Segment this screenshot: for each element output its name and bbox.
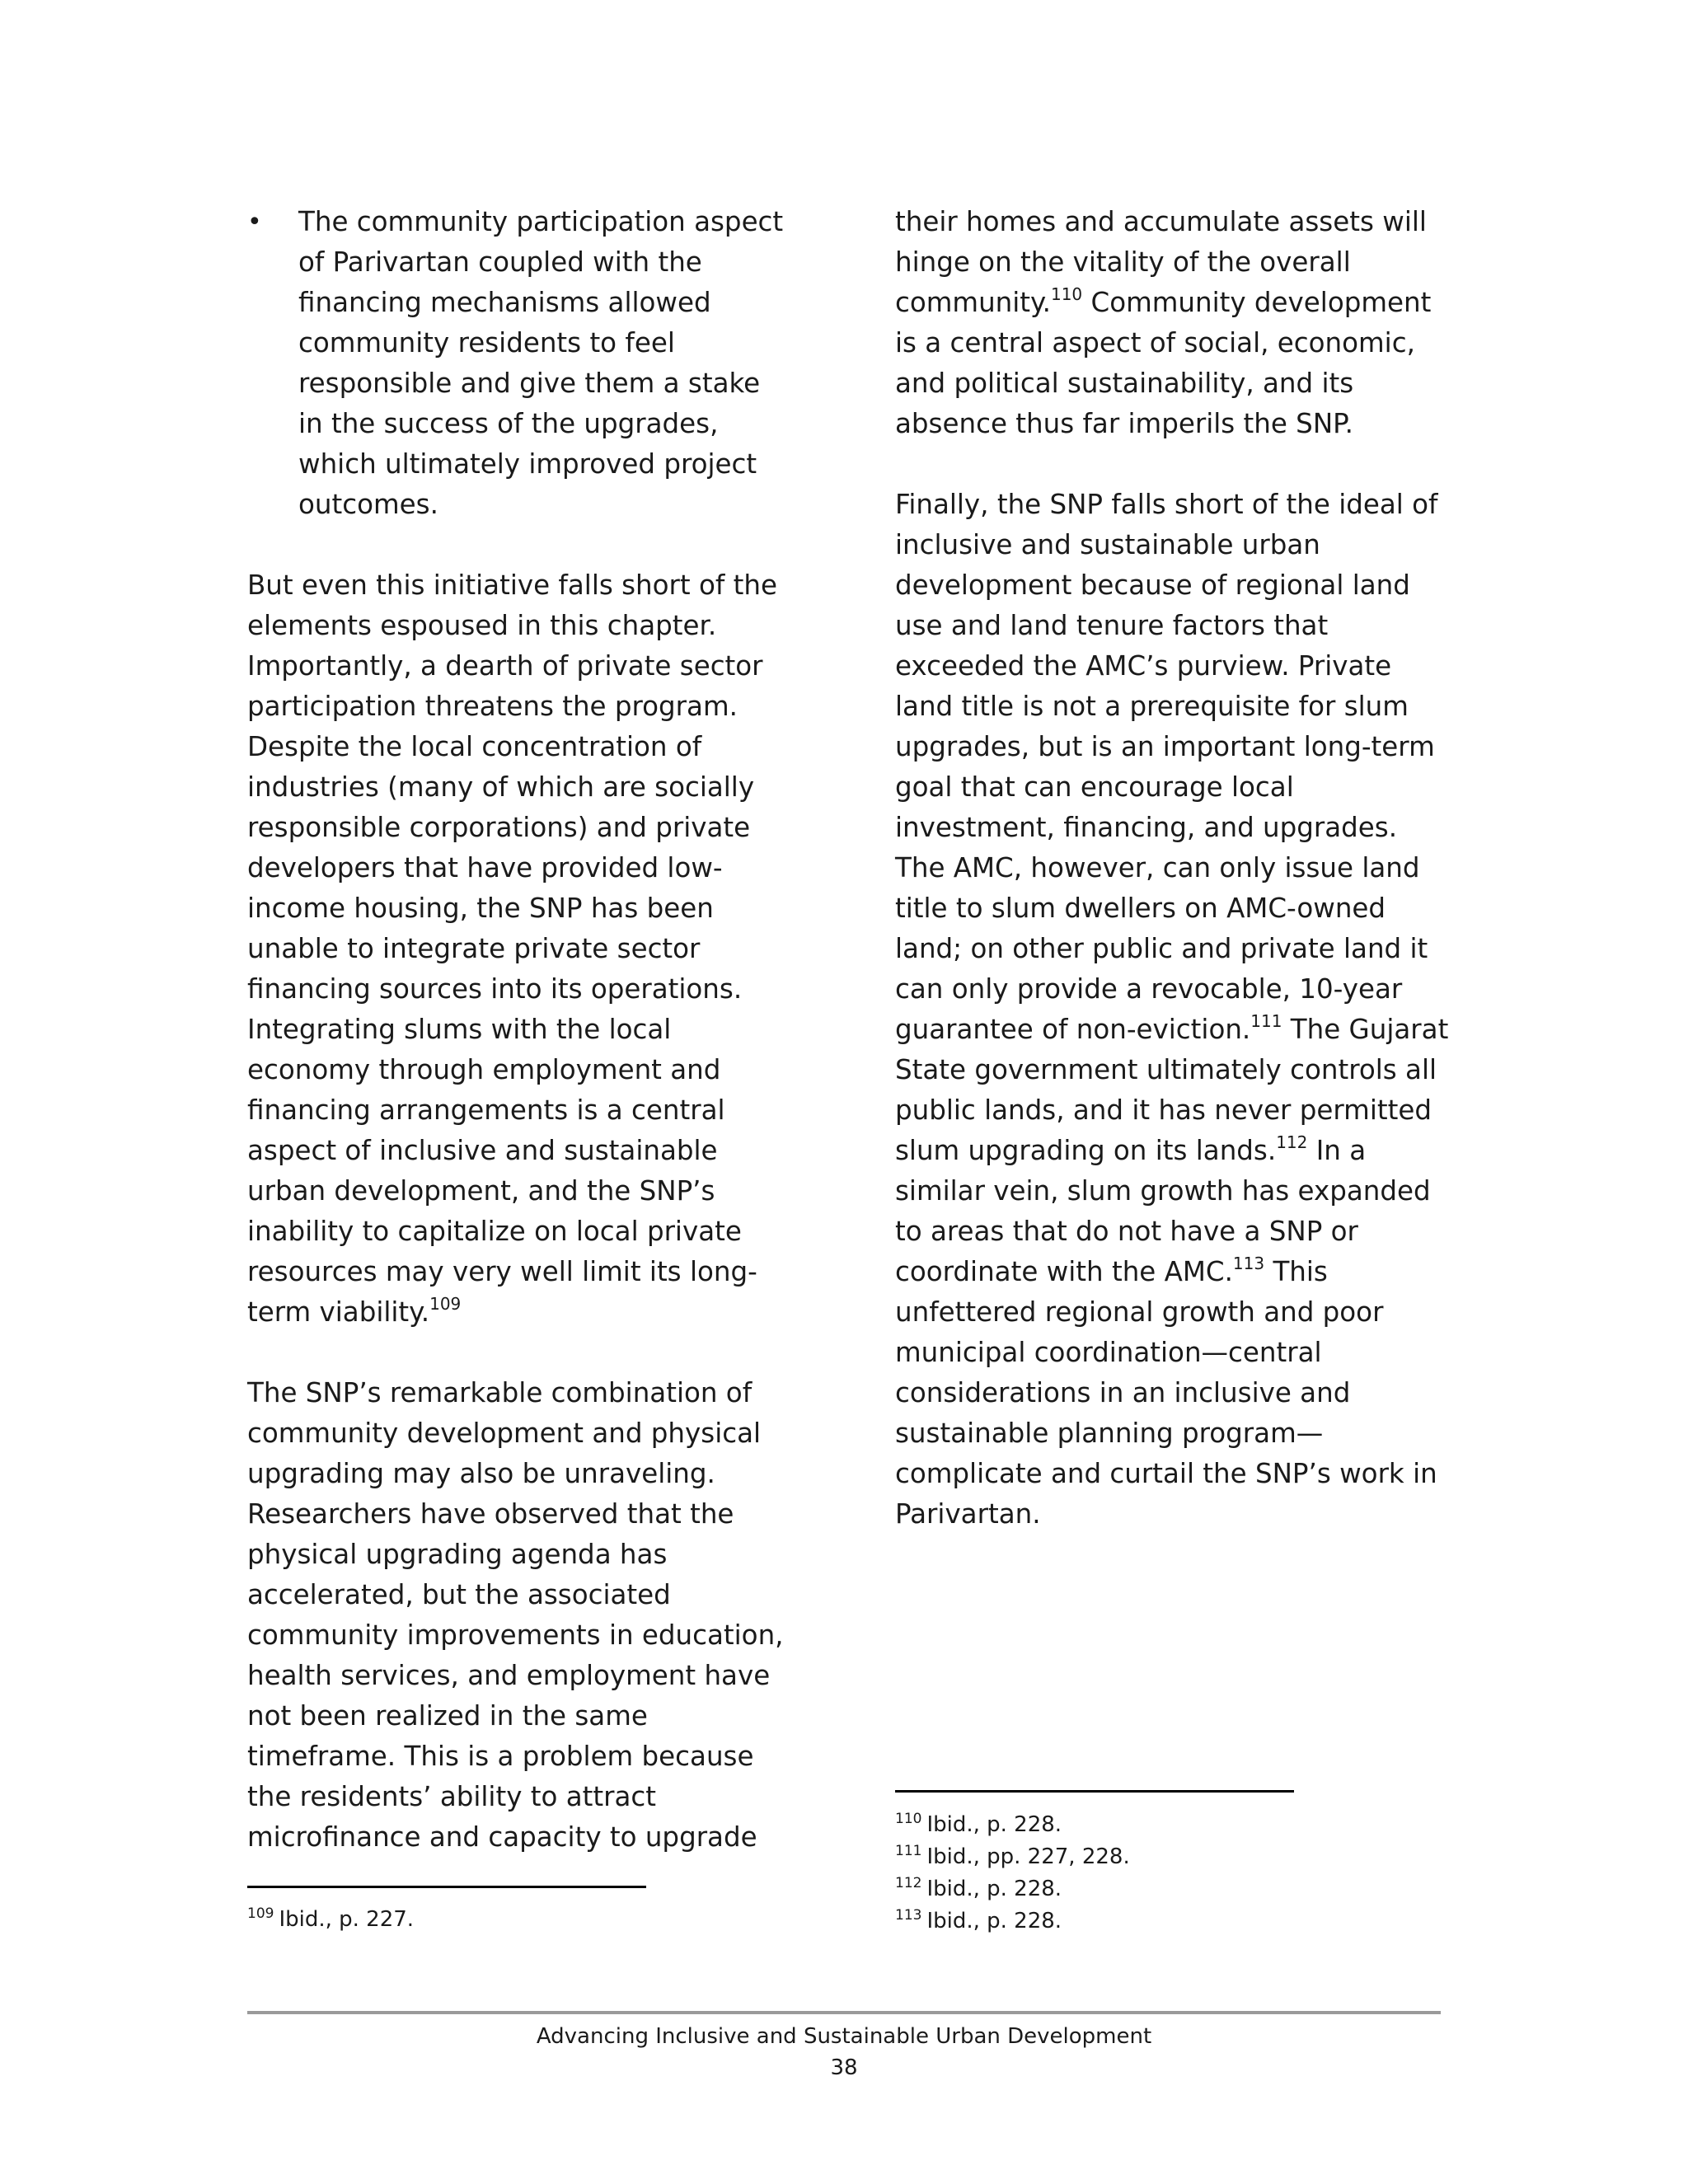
footnote-separator	[247, 1886, 646, 1888]
footnote-reference[interactable]: 110	[1050, 284, 1083, 304]
footnote	[895, 1905, 1130, 1938]
paragraph-text: The SNP’s remarkable combination of community development and physical upgrading may also be unraveling. Researchers have observed that the physical upgrading agenda has accelerated, but the associated community improvements in education, health services, and employment have not been realized in the same timeframe. This is a problem because the residents’ ability to attract microfinance and capacity to upgrade	[247, 1377, 784, 1853]
footnote-number: 109	[247, 1905, 274, 1922]
bullet-icon: •	[247, 208, 262, 237]
footnote-text: Ibid., p. 227.	[279, 1907, 415, 1932]
paragraph-text: Finally, the SNP falls short of the ideal of inclusive and sustainable urban development because of regional land use and land tenure factors that exceeded the AMC’s purview. Private land title is not a prerequisite for slum upgrades, but is an important long-term goal that can encourage local investment, financing, and upgrades. The AMC, however, can only issue land title to slum dwellers on AMC-owned land; on other public and private land it can only provide a revocable, 10-year guarantee of non-eviction.	[895, 489, 1438, 1045]
bullet-list-item	[247, 202, 791, 525]
footnotes-left	[247, 1904, 414, 1936]
left-column	[247, 202, 791, 1898]
footnote	[895, 1841, 1130, 1873]
footnote-number: 110	[895, 1811, 922, 1827]
paragraph-community-development	[247, 1373, 791, 1858]
right-column	[895, 202, 1451, 1575]
bullet-text: The community participation aspect of Parivartan coupled with the financing mechanisms allowed community residents to feel responsible and give them a stake in the success of the upgrades, which ultimately improved project outcomes.	[298, 206, 784, 520]
footnote-text: Ibid., p. 228.	[926, 1909, 1062, 1933]
paragraph-land-tenure	[895, 485, 1451, 1535]
footer-title: Advancing Inclusive and Sustainable Urban Development	[536, 2024, 1152, 2049]
footnote-number: 111	[895, 1843, 922, 1859]
footnote	[895, 1873, 1130, 1905]
footnote-reference[interactable]: 111	[1250, 1011, 1282, 1031]
footnote-text: Ibid., p. 228.	[926, 1812, 1062, 1837]
footer-divider	[247, 2011, 1441, 2014]
footnotes-right	[895, 1809, 1130, 1938]
footnote-reference[interactable]: 113	[1232, 1254, 1265, 1273]
paragraph-text: their homes and accumulate assets will hinge on the vitality of the overall community.	[895, 206, 1427, 318]
paragraph-continuation	[895, 202, 1451, 444]
footnote-number: 112	[895, 1875, 922, 1891]
footnote	[895, 1809, 1130, 1841]
paragraph-text: The Gujarat State government ultimately controls all public lands, and it has never permitted slum upgrading on its lands.	[895, 1014, 1449, 1166]
footnote-text: Ibid., pp. 227, 228.	[926, 1844, 1130, 1869]
footnote-text: Ibid., p. 228.	[926, 1877, 1062, 1901]
footnote-reference[interactable]: 112	[1276, 1132, 1308, 1152]
page-number: 38	[830, 2055, 858, 2080]
paragraph-text: Community development is a central aspect of social, economic, and political sustainability, and its absence thus far imperils the SNP.	[895, 287, 1432, 439]
footnote-separator	[895, 1790, 1294, 1793]
paragraph-private-sector	[247, 565, 791, 1333]
paragraph-text: In a similar vein, slum growth has expanded to areas that do not have a SNP or coordinate with the AMC.	[895, 1135, 1431, 1287]
paragraph-text: This unfettered regional growth and poor municipal coordination—central considerations in an inclusive and sustainable planning program—complicate and curtail the SNP’s work in Parivartan.	[895, 1256, 1437, 1530]
paragraph-text: But even this initiative falls short of the elements espoused in this chapter. Importantly, a dearth of private sector participation threatens the program. Despite the local concentration of industries (many of which are socially responsible corporations) and private developers that have provided low-income housing, the SNP has been unable to integrate private sector financing sources into its operations. Integrating slums with the local economy through employment and financing arrangements is a central aspect of inclusive and sustainable urban development, and the SNP’s inability to capitalize on local private resources may very well limit its long-term viability.	[247, 569, 777, 1328]
footnote-reference[interactable]: 109	[429, 1294, 462, 1314]
footnote	[247, 1904, 414, 1936]
footnote-number: 113	[895, 1907, 922, 1924]
